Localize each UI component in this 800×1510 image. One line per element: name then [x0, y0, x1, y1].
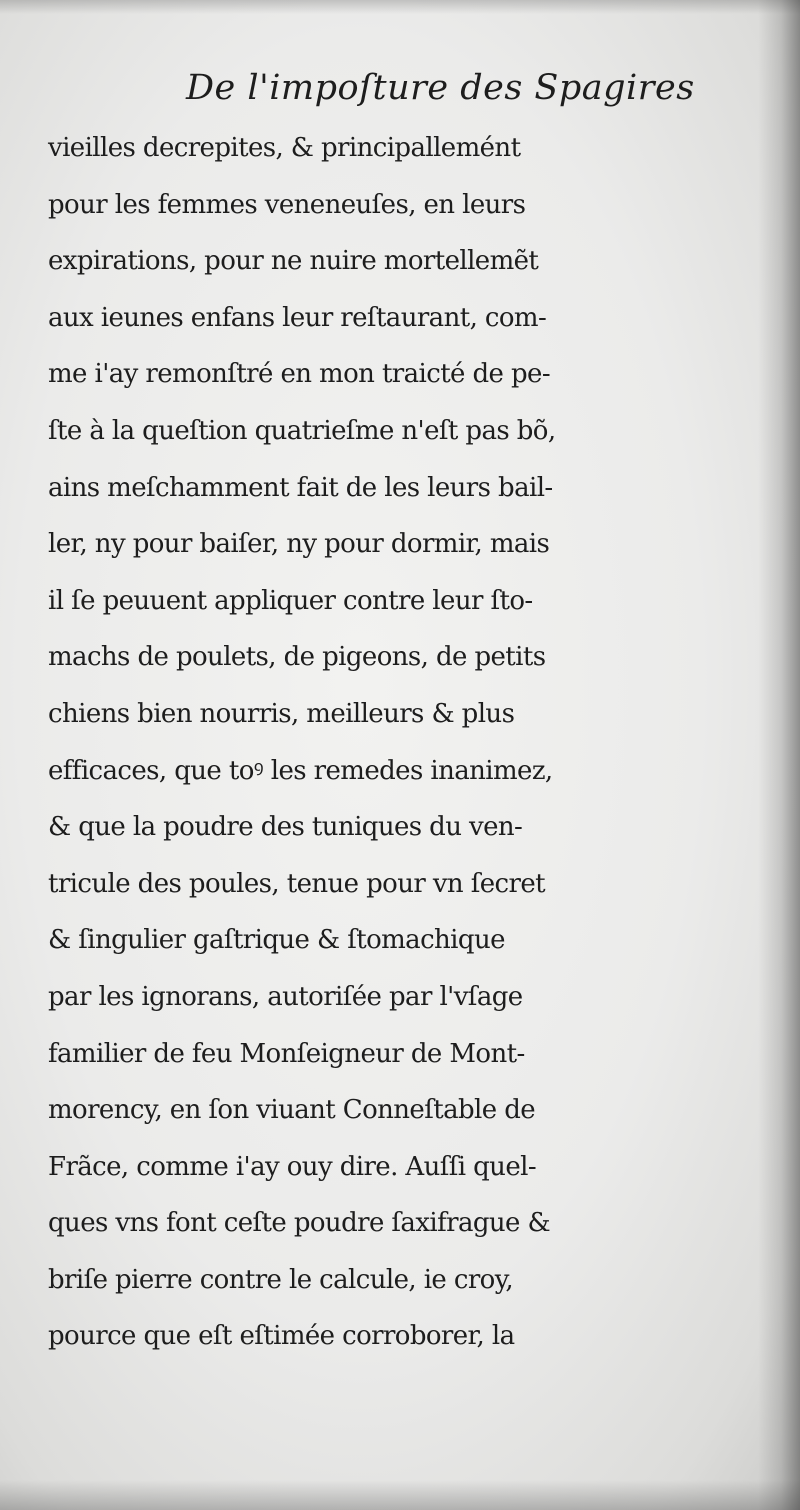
text-line: aux ieunes enfans leur reſtaurant, com- [48, 302, 547, 333]
body-text [48, 120, 768, 1365]
text-line: tricule des poules, tenue pour vn ſecret [48, 868, 545, 899]
text-line: pour les femmes veneneuſes, en leurs [48, 189, 526, 220]
text-line: machs de poulets, de pigeons, de petits [48, 642, 546, 673]
text-line: par les ignorans, autoriſée par l'vſage [48, 981, 523, 1012]
page-top-shadow [0, 0, 800, 14]
text-line: pource que eſt eſtimée corroborer, la [48, 1321, 515, 1352]
text-line: morency, en ſon viuant Conneſtable de [48, 1095, 536, 1126]
text-line: me i'ay remonſtré en mon traicté de pe- [48, 359, 551, 390]
text-line: ler, ny pour baiſer, ny pour dormir, mais [48, 529, 550, 560]
text-line: efficaces, que toꝰ les remedes inanimez, [48, 755, 553, 786]
text-line: & que la poudre des tuniques du ven- [48, 812, 523, 843]
text-line: & ſingulier gaſtrique & ſtomachique [48, 925, 505, 956]
running-head: De l'impoſture des Spagires [186, 68, 695, 108]
text-line: ques vns font ceſte poudre ſaxifrague & [48, 1208, 551, 1239]
text-line: ains meſchamment fait de les leurs bail- [48, 472, 553, 503]
text-line: Frãce, comme i'ay ouy dire. Auſſi quel- [48, 1151, 537, 1182]
text-line: briſe pierre contre le calcule, ie croy, [48, 1264, 513, 1295]
page-bottom-shadow [0, 1480, 800, 1510]
text-line: ſte à la queſtion quatrieſme n'eſt pas bõ, [48, 415, 556, 446]
text-line: il ſe peuuent appliquer contre leur ſto- [48, 585, 533, 616]
text-line: expirations, pour ne nuire mortellemẽt [48, 246, 539, 277]
text-line: familier de feu Monſeigneur de Mont- [48, 1038, 525, 1069]
text-line: vieilles decrepites, & principallemént [48, 133, 521, 163]
text-line: chiens bien nourris, meilleurs & plus [48, 698, 515, 729]
